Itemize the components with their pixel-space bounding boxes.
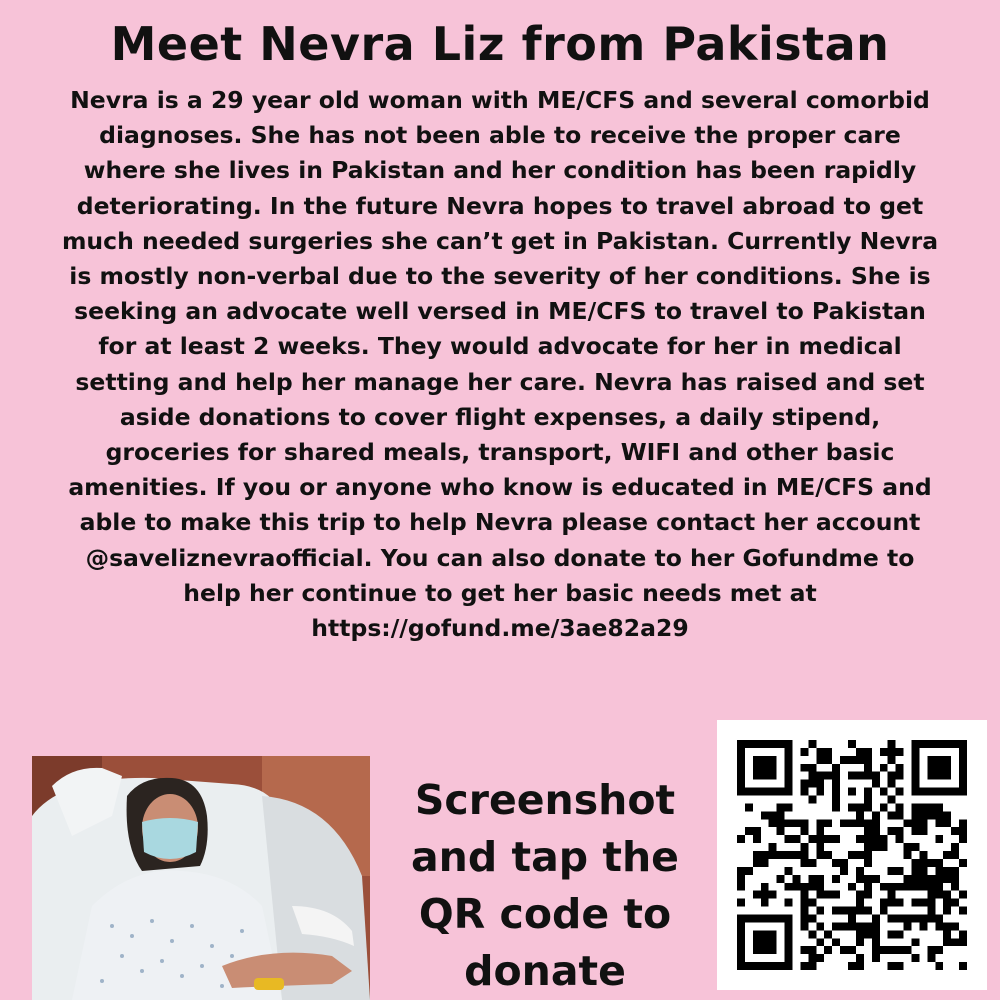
patient-photo-illustration [32, 756, 370, 1000]
description-line: help her continue to get her basic needs met at [183, 578, 817, 607]
description-line: groceries for shared meals, transport, WIFI and other basic [105, 438, 895, 467]
cta-line: Screenshot [414, 776, 676, 824]
account-handle-line: @saveliznevraofficial. You can also donate to her Gofundme to [85, 543, 915, 572]
cta-line: and tap the [411, 833, 679, 881]
description-line: setting and help her manage her care. Nevra has raised and set [75, 367, 925, 396]
cta-line: donate [464, 947, 626, 995]
description-line: seeking an advocate well versed in ME/CFS to travel to Pakistan [74, 297, 926, 326]
gofundme-link[interactable]: https://gofund.me/3ae82a29 [311, 614, 689, 643]
description-line: where she lives in Pakistan and her condition has been rapidly [83, 156, 917, 185]
description-text [22, 83, 978, 646]
cta-text [385, 772, 705, 1000]
description-line: diagnoses. She has not been able to receive the proper care [99, 121, 901, 150]
poster-title: Meet Nevra Liz from Pakistan [110, 17, 890, 71]
description-line: aside donations to cover flight expenses, a daily stipend, [119, 402, 881, 431]
qr-code-icon[interactable] [737, 740, 967, 970]
cta-line: QR code to [418, 890, 672, 938]
donation-qr-code[interactable] [717, 720, 987, 990]
description-line: deteriorating. In the future Nevra hopes to travel abroad to get [76, 191, 924, 220]
description-line: amenities. If you or anyone who know is educated in ME/CFS and [68, 473, 932, 502]
description-line: much needed surgeries she can’t get in Pakistan. Currently Nevra [61, 226, 939, 255]
description-line: is mostly non-verbal due to the severity of her conditions. She is [69, 262, 931, 291]
patient-photo [32, 756, 370, 1000]
description-line: Nevra is a 29 year old woman with ME/CFS and several comorbid [70, 86, 930, 114]
description-line: able to make this trip to help Nevra please contact her account [79, 508, 921, 537]
description-line: for at least 2 weeks. They would advocate for her in medical [98, 332, 902, 361]
